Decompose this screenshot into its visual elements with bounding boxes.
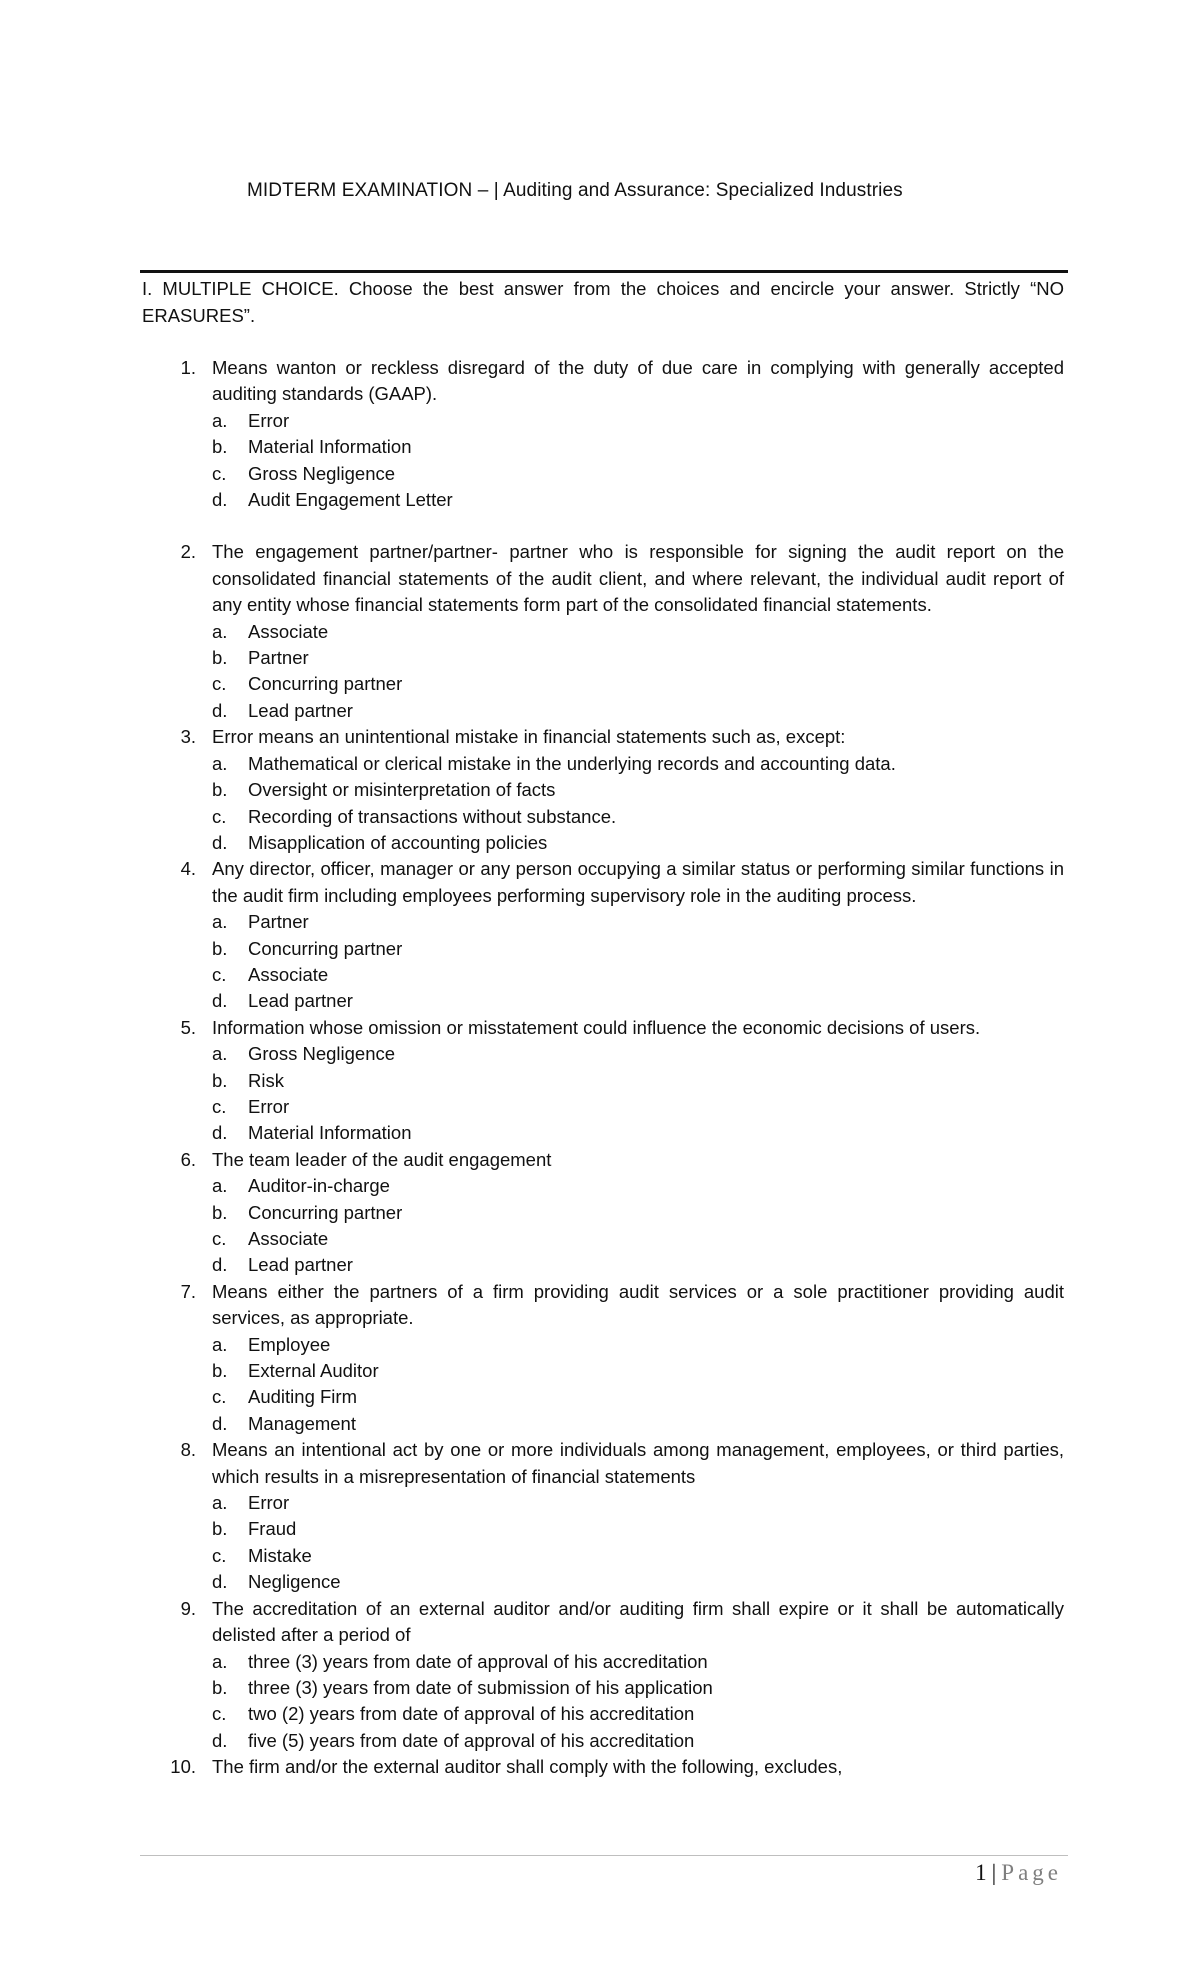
- option-text: two (2) years from date of approval of his accreditation: [248, 1703, 695, 1725]
- option-item[interactable]: [212, 671, 1064, 697]
- option-text: Gross Negligence: [248, 1043, 396, 1065]
- option-letter: c.: [212, 1386, 227, 1408]
- option-item[interactable]: [212, 1728, 1064, 1754]
- option-list: [212, 1490, 1064, 1596]
- option-letter: a.: [212, 1043, 228, 1065]
- option-item[interactable]: [212, 1226, 1064, 1252]
- question-number: 5.: [180, 1016, 196, 1038]
- option-letter: b.: [212, 647, 228, 669]
- option-item[interactable]: [212, 487, 1064, 513]
- question-item: [142, 1015, 1064, 1147]
- page-title: MIDTERM EXAMINATION – | Auditing and Assurance: Specialized Industries: [247, 180, 903, 201]
- option-letter: d.: [212, 990, 228, 1012]
- option-text: Recording of transactions without substance.: [248, 805, 617, 827]
- option-item[interactable]: [212, 1516, 1064, 1542]
- question-text: Any director, officer, manager or any person occupying a similar status or performing similar functions in the audit firm including employees performing supervisory role in the auditing process.: [212, 858, 1064, 906]
- question-number: 8.: [180, 1439, 196, 1461]
- question-item: [142, 724, 1064, 856]
- question-number: 2.: [180, 541, 196, 563]
- option-text: Gross Negligence: [248, 462, 396, 484]
- option-list: [212, 1332, 1064, 1438]
- option-item[interactable]: [212, 988, 1064, 1014]
- option-letter: c.: [212, 1095, 227, 1117]
- question-text: The engagement partner/partner- partner who is responsible for signing the audit report on the consolidated financial statements of the audit client, and where relevant, the individual audit report of any entity whose financial statements form part of the consolidated financial statements.: [212, 541, 1064, 616]
- option-text: Partner: [248, 647, 309, 669]
- option-text: Management: [248, 1412, 356, 1434]
- question-number: 7.: [180, 1280, 196, 1302]
- option-text: External Auditor: [248, 1360, 379, 1382]
- option-letter: a.: [212, 409, 228, 431]
- option-letter: c.: [212, 673, 227, 695]
- option-text: three (3) years from date of approval of his accreditation: [248, 1650, 708, 1672]
- question-item: [142, 1754, 1064, 1780]
- option-text: Misapplication of accounting policies: [248, 831, 548, 853]
- option-list: [212, 1041, 1064, 1147]
- option-text: Material Information: [248, 1122, 412, 1144]
- option-list: [212, 751, 1064, 857]
- option-item[interactable]: [212, 1675, 1064, 1701]
- question-text: Information whose omission or misstatement could influence the economic decisions of users.: [212, 1016, 981, 1038]
- footer-divider: [140, 1855, 1068, 1856]
- question-text: The firm and/or the external auditor shall comply with the following, excludes,: [212, 1756, 843, 1778]
- question-text: The team leader of the audit engagement: [212, 1148, 552, 1170]
- option-text: Error: [248, 1492, 290, 1514]
- option-text: Mathematical or clerical mistake in the underlying records and accounting data.: [248, 752, 896, 774]
- section-divider: [140, 270, 1068, 273]
- option-letter: d.: [212, 699, 228, 721]
- option-letter: c.: [212, 462, 227, 484]
- option-text: Error: [248, 1095, 290, 1117]
- question-text: Error means an unintentional mistake in financial statements such as, except:: [212, 726, 846, 748]
- option-list: [212, 408, 1064, 514]
- option-letter: a.: [212, 911, 228, 933]
- question-item: [142, 539, 1064, 724]
- option-item[interactable]: [212, 1411, 1064, 1437]
- option-letter: c.: [212, 963, 227, 985]
- page-footer: [975, 1860, 1062, 1886]
- question-number: 1.: [180, 357, 196, 378]
- question-number: 3.: [180, 726, 196, 748]
- option-letter: a.: [212, 752, 228, 774]
- option-item[interactable]: [212, 936, 1064, 962]
- option-letter: b.: [212, 779, 228, 801]
- option-item[interactable]: [212, 1384, 1064, 1410]
- option-letter: c.: [212, 1703, 227, 1725]
- option-item[interactable]: [212, 698, 1064, 724]
- option-item[interactable]: [212, 1200, 1064, 1226]
- question-text: The accreditation of an external auditor and/or auditing firm shall expire or it shall be automatically delisted after a period of: [212, 1597, 1064, 1646]
- option-letter: b.: [212, 1676, 228, 1698]
- option-letter: d.: [212, 831, 228, 853]
- option-item[interactable]: [212, 461, 1064, 487]
- question-item: [142, 1147, 1064, 1279]
- option-item[interactable]: [212, 830, 1064, 856]
- question-number: 9.: [180, 1597, 196, 1619]
- option-text: Lead partner: [248, 699, 353, 721]
- option-list: [212, 909, 1064, 1015]
- option-text: Fraud: [248, 1518, 297, 1540]
- option-letter: b.: [212, 1518, 228, 1540]
- question-text: Means wanton or reckless disregard of the duty of due care in complying with generally accepted auditing standards (GAAP).: [212, 357, 1064, 405]
- question-item: [142, 856, 1064, 1014]
- option-letter: d.: [212, 1122, 228, 1144]
- option-letter: a.: [212, 1175, 228, 1197]
- option-letter: d.: [212, 1254, 228, 1276]
- question-item: [142, 355, 1064, 513]
- option-list: [212, 1173, 1064, 1279]
- option-letter: b.: [212, 937, 228, 959]
- option-item[interactable]: [212, 408, 1064, 434]
- option-text: Concurring partner: [248, 673, 403, 695]
- option-item[interactable]: [212, 1094, 1064, 1120]
- option-item[interactable]: [212, 1332, 1064, 1358]
- option-item[interactable]: [212, 962, 1064, 988]
- option-text: Associate: [248, 620, 329, 642]
- option-item[interactable]: [212, 1068, 1064, 1094]
- option-item[interactable]: [212, 777, 1064, 803]
- page-label: Page: [1001, 1860, 1062, 1885]
- option-item[interactable]: [212, 1252, 1064, 1278]
- question-item: [142, 1437, 1064, 1595]
- option-item[interactable]: [212, 751, 1064, 777]
- option-item[interactable]: [212, 619, 1064, 645]
- option-list: [212, 619, 1064, 725]
- section-instructions: I. MULTIPLE CHOICE. Choose the best answer from the choices and encircle your answer. Strictly “NO ERASURES”.: [142, 278, 1064, 326]
- option-item[interactable]: [212, 1569, 1064, 1595]
- option-letter: c.: [212, 805, 227, 827]
- option-letter: c.: [212, 1544, 227, 1566]
- option-letter: d.: [212, 1412, 228, 1434]
- option-letter: b.: [212, 1069, 228, 1091]
- footer-separator: |: [991, 1860, 997, 1885]
- option-letter: a.: [212, 620, 228, 642]
- option-letter: b.: [212, 1360, 228, 1382]
- option-item[interactable]: [212, 1358, 1064, 1384]
- option-text: Partner: [248, 911, 309, 933]
- option-text: Lead partner: [248, 1254, 353, 1276]
- question-number: 10.: [170, 1756, 196, 1778]
- option-letter: b.: [212, 436, 228, 458]
- option-letter: c.: [212, 1228, 227, 1249]
- option-item[interactable]: [212, 1649, 1064, 1675]
- question-number: 4.: [180, 858, 196, 880]
- option-letter: d.: [212, 1571, 228, 1593]
- question-text: Means an intentional act by one or more individuals among management, employees, or third parties, which results in a misrepresentation of financial statements: [212, 1439, 1064, 1487]
- option-text: Lead partner: [248, 990, 353, 1012]
- option-item[interactable]: [212, 645, 1064, 671]
- option-text: Audit Engagement Letter: [248, 489, 453, 511]
- option-text: Error: [248, 409, 290, 431]
- option-item[interactable]: [212, 1701, 1064, 1727]
- option-text: Negligence: [248, 1571, 341, 1593]
- option-text: Material Information: [248, 436, 412, 458]
- page-number: 1: [975, 1860, 987, 1885]
- option-item[interactable]: [212, 1543, 1064, 1569]
- option-letter: a.: [212, 1333, 228, 1355]
- option-item[interactable]: [212, 1120, 1064, 1146]
- option-letter: d.: [212, 489, 228, 511]
- option-text: five (5) years from date of approval of his accreditation: [248, 1729, 695, 1751]
- option-letter: a.: [212, 1650, 228, 1672]
- option-item[interactable]: [212, 434, 1064, 460]
- question-item: [142, 1279, 1064, 1437]
- option-item[interactable]: [212, 1041, 1064, 1067]
- question-number: 6.: [180, 1148, 196, 1170]
- option-text: Mistake: [248, 1544, 312, 1566]
- option-letter: b.: [212, 1201, 228, 1223]
- option-text: Associate: [248, 963, 329, 985]
- option-text: Employee: [248, 1333, 331, 1355]
- option-text: Risk: [248, 1069, 284, 1091]
- option-letter: d.: [212, 1729, 228, 1751]
- option-text: Auditing Firm: [248, 1386, 357, 1408]
- option-list: [212, 1649, 1064, 1755]
- option-item[interactable]: [212, 1173, 1064, 1199]
- option-item[interactable]: [212, 1490, 1064, 1516]
- option-item[interactable]: [212, 909, 1064, 935]
- option-letter: a.: [212, 1492, 228, 1514]
- option-text: Oversight or misinterpretation of facts: [248, 779, 556, 801]
- option-item[interactable]: [212, 804, 1064, 830]
- option-text: three (3) years from date of submission of his application: [248, 1676, 713, 1698]
- option-text: Concurring partner: [248, 1201, 403, 1223]
- option-text: Auditor-in-charge: [248, 1175, 390, 1197]
- question-list: [142, 355, 1064, 1781]
- option-text: Concurring partner: [248, 937, 403, 959]
- option-text: Associate: [248, 1228, 329, 1249]
- question-item: [142, 1596, 1064, 1754]
- question-text: Means either the partners of a firm providing audit services or a sole practitioner providing audit services, as appropriate.: [212, 1280, 1064, 1329]
